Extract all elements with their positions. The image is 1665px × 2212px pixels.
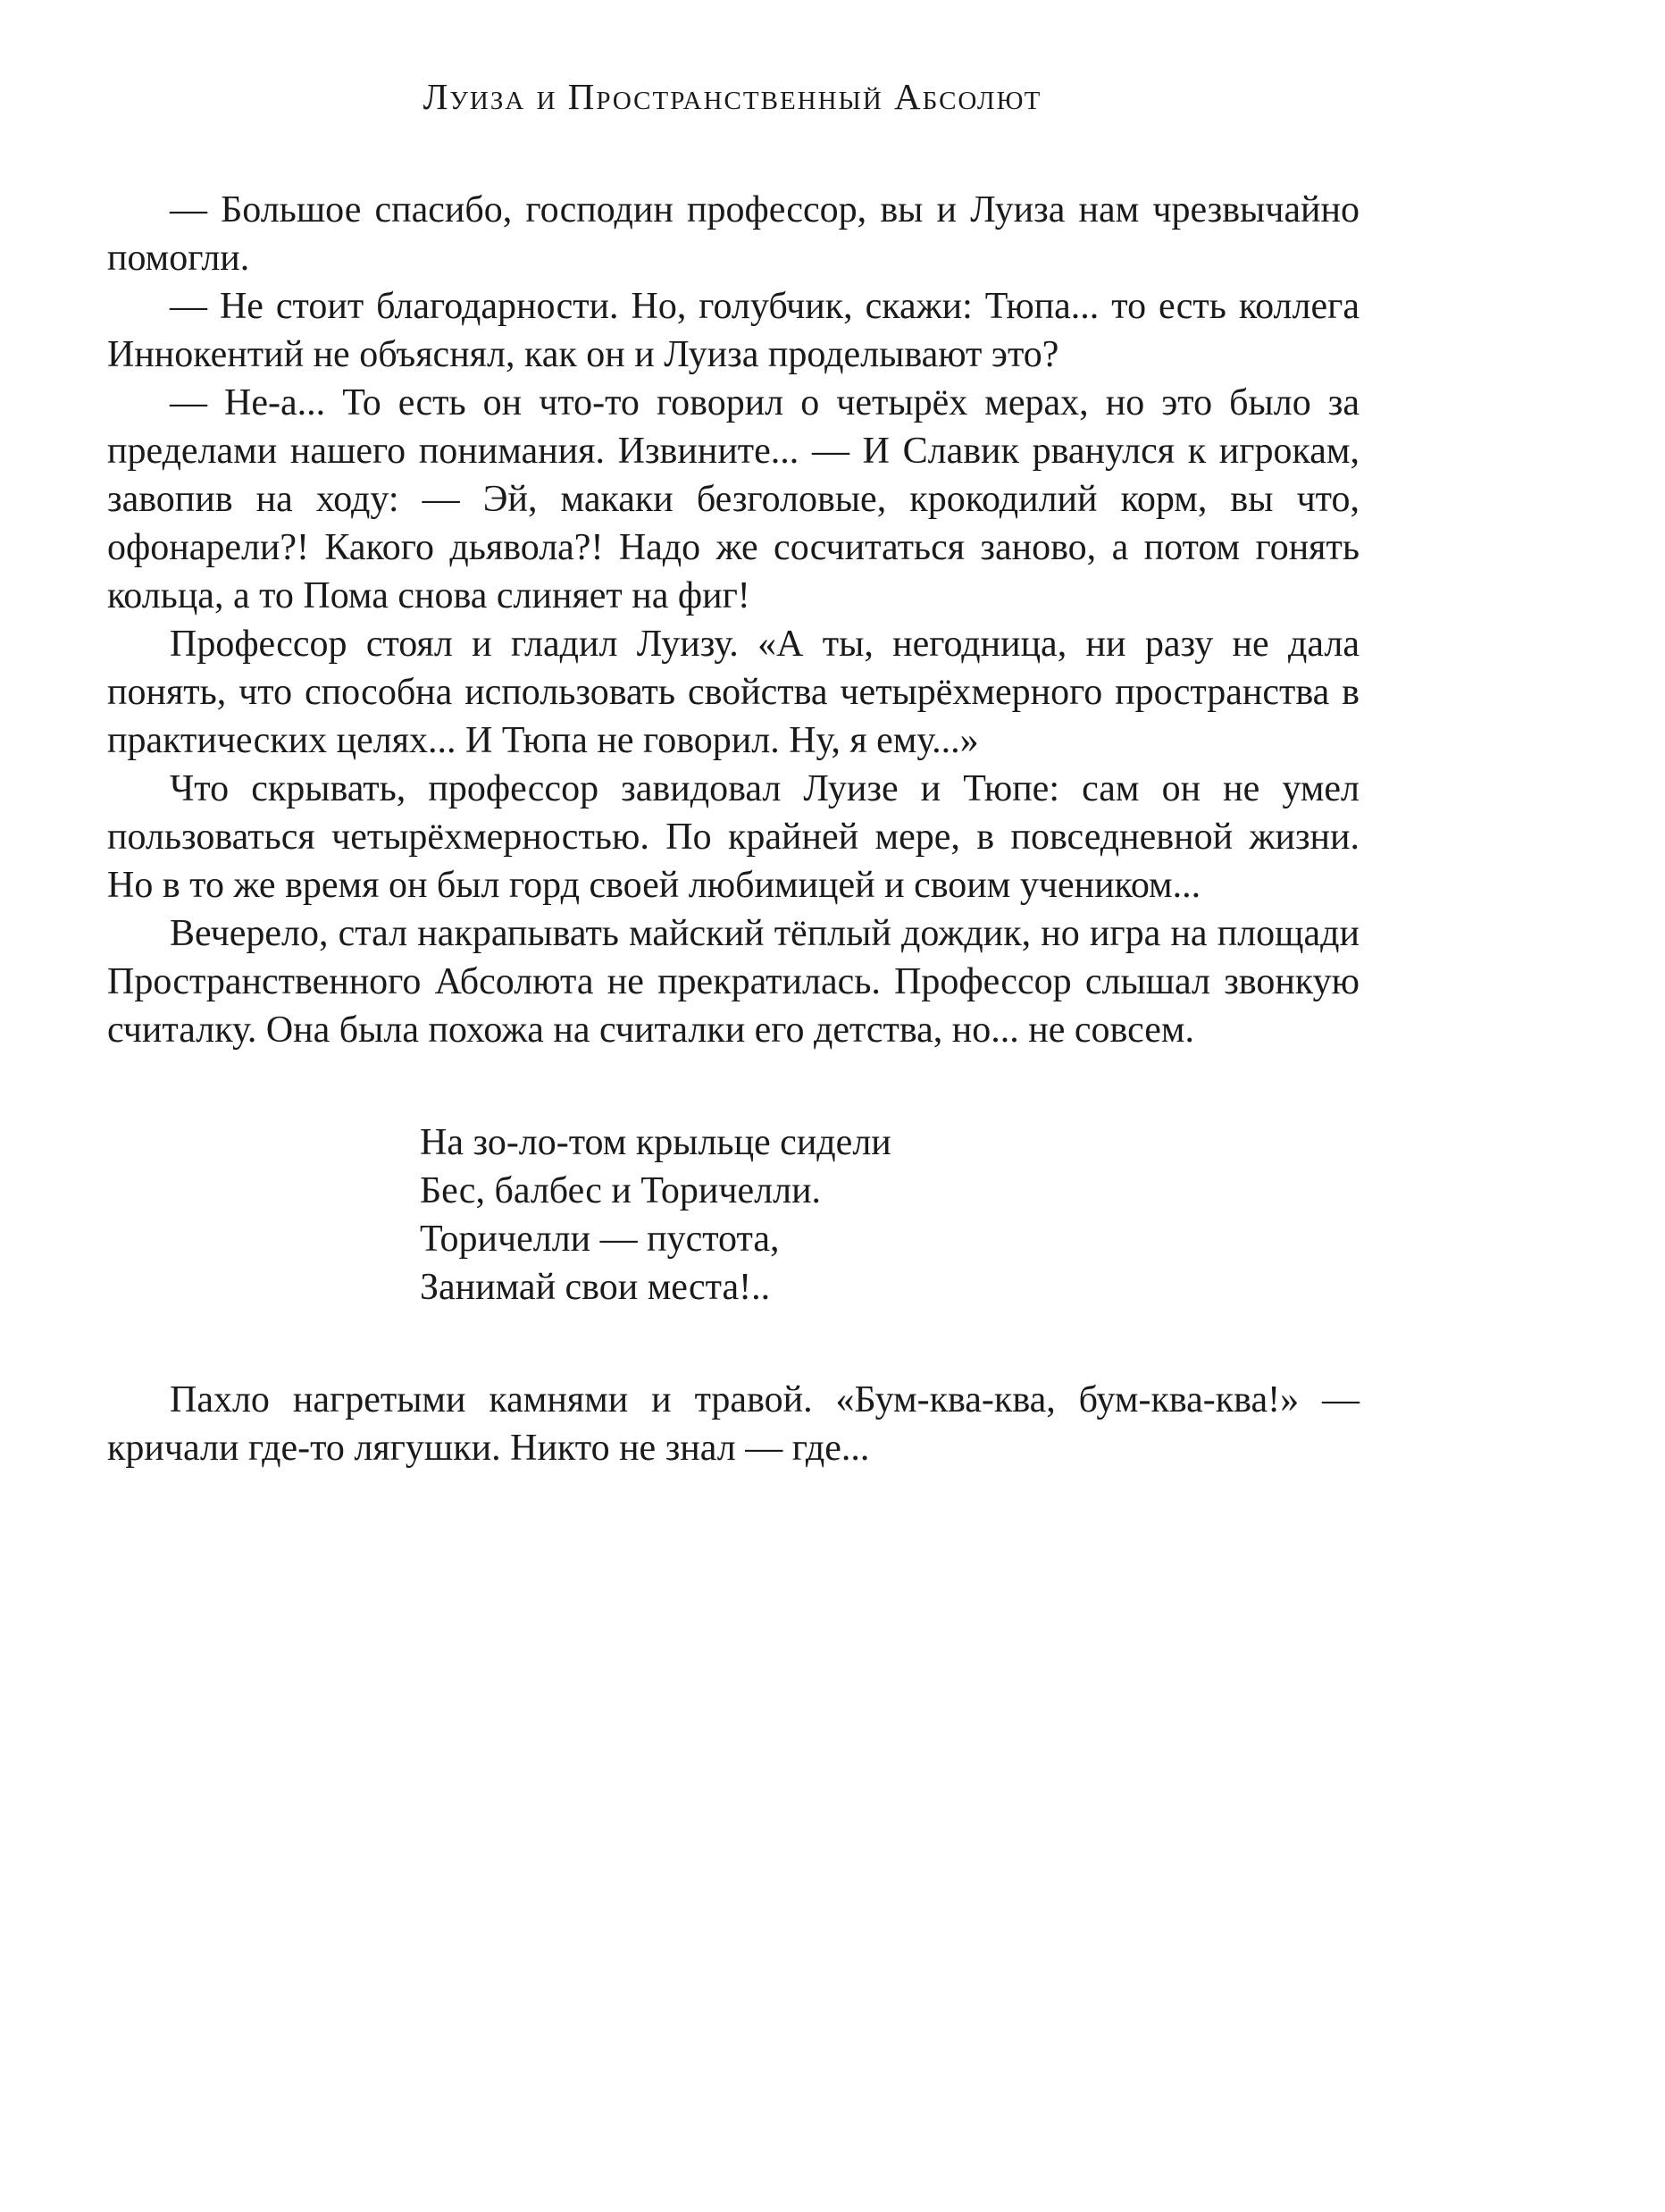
poem-line: Занимай свои места!.. <box>420 1267 771 1308</box>
poem-line: На зо-ло-том крыльце сидели <box>420 1122 891 1163</box>
paragraph: — Большое спасибо, господин профессор, вы и Луиза нам чрезвычайно помогли. <box>107 189 1360 279</box>
paragraph: Пахло нагретыми камнями и травой. «Бум-ква-ква, бум-ква-ква!» — кричали где-то лягушки. Никто не знал — где... <box>107 1379 1360 1469</box>
paragraph: Профессор стоял и гладил Луизу. «А ты, негодница, ни разу не дала понять, что способна использовать свойства четырёхмерного пространства в практических целях... И Тюпа не говорил. Ну, я ему...» <box>107 624 1360 761</box>
body-text <box>107 186 1360 1472</box>
paragraph: — Не-а... То есть он что-то говорил о четырёх мерах, но это было за пределами нашего понимания. Извините... — И Славик рванулся к игрокам, завопив на ходу: — Эй, макаки безголовые, крокодилий корм, вы что, офонарели?! Какого дьявола?! Надо же сосчитаться заново, а потом гонять кольца, а то Пома снова слиняет на фиг! <box>107 382 1360 616</box>
poem-line: Торичелли — пустота, <box>420 1219 780 1260</box>
poem <box>420 1119 1360 1311</box>
poem-line: Бес, балбес и Торичелли. <box>420 1170 822 1211</box>
paragraph: Вечерело, стал накрапывать майский тёплый дождик, но игра на площади Пространственного Абсолюта не прекратилась. Профессор слышал звонкую считалку. Она была похожа на считалки его детства, но... не совсем. <box>107 913 1360 1051</box>
running-head: Луиза и Пространственный Абсолют <box>423 76 1042 117</box>
paragraph: — Не стоит благодарности. Но, голубчик, скажи: Тюпа... то есть коллега Иннокентий не объяснял, как он и Луиза проделывают это? <box>107 286 1360 375</box>
paragraph: Что скрывать, профессор завидовал Луизе и Тюпе: сам он не умел пользоваться четырёхмерностью. По крайней мере, в повседневной жизни. Но в то же время он был горд своей любимицей и своим учеником... <box>107 768 1360 906</box>
